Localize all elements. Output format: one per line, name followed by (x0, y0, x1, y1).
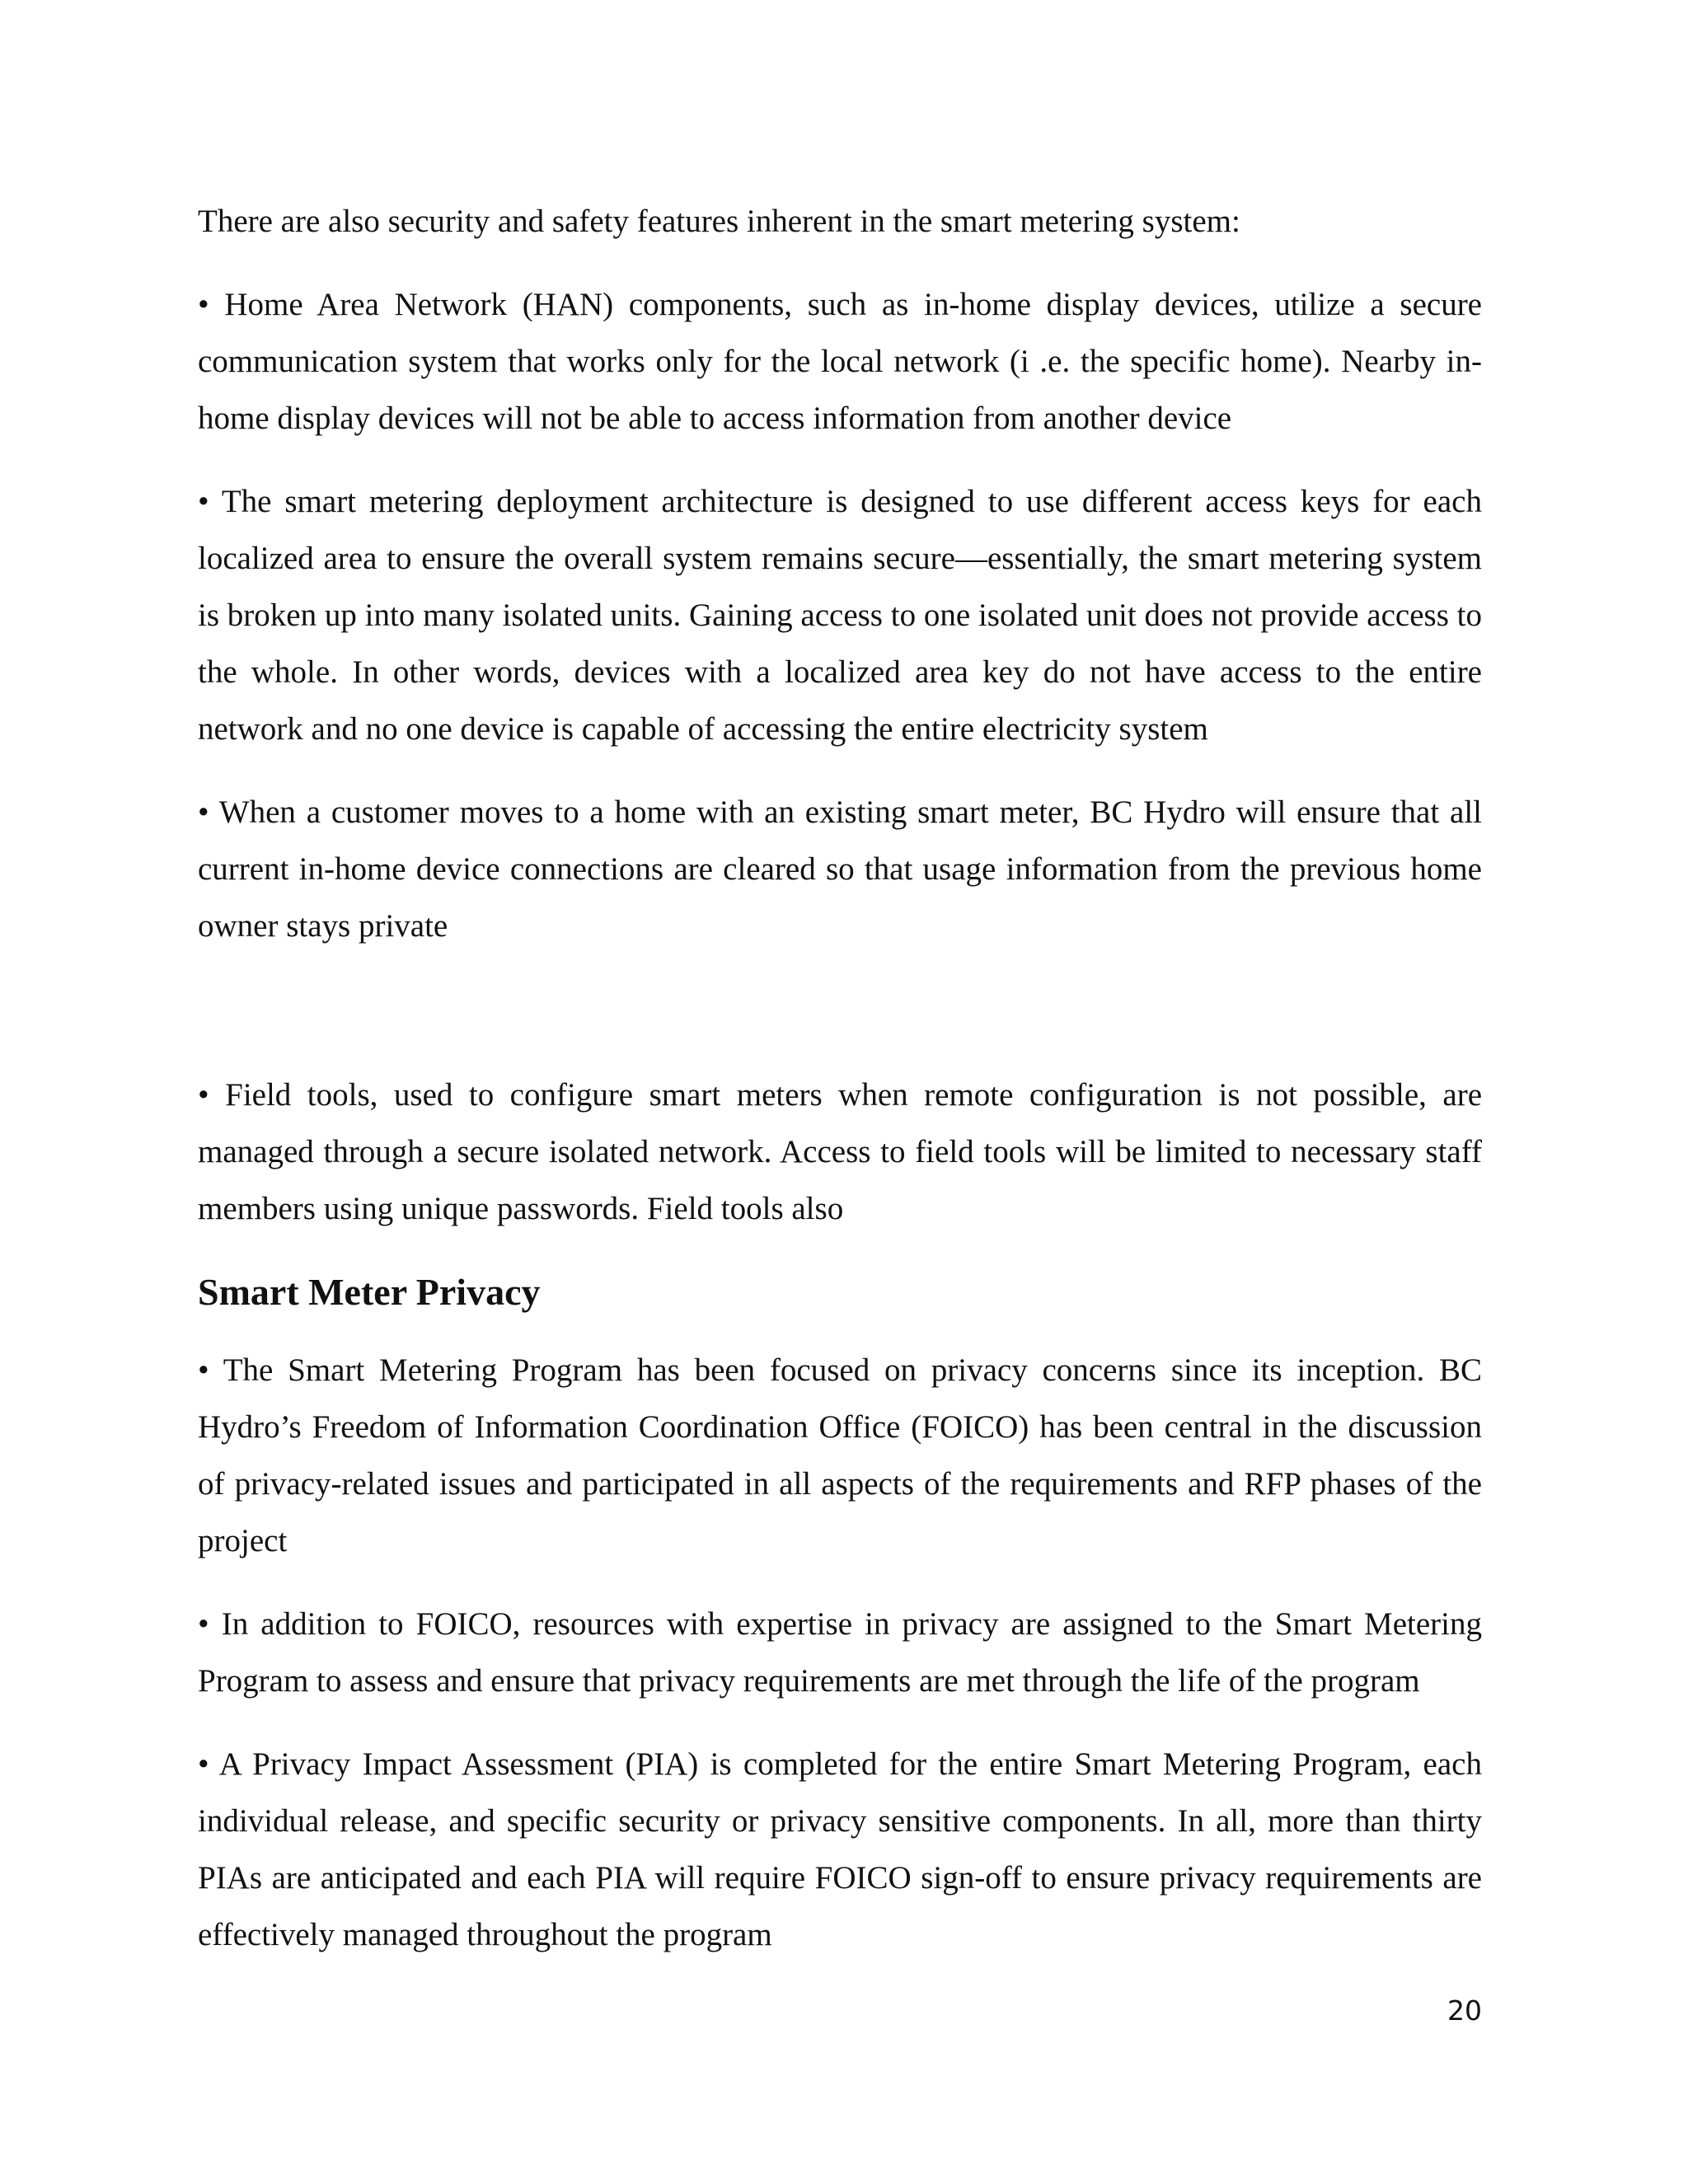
page-number: 20 (1447, 1994, 1482, 2027)
blank-gap (198, 981, 1482, 1066)
bullet-han-components: • Home Area Network (HAN) components, such as in-home display devices, utilize a secure communication system that works only for the local network (i .e. the specific home). Nearby in-home display devices will not be able to access information from another device (198, 287, 1482, 436)
bullet-customer-moves: • When a customer moves to a home with an existing smart meter, BC Hydro will ensure that all current in-home device connections are cleared so that usage information from the previous home owner stays private (198, 794, 1482, 944)
bullet-field-tools: • Field tools, used to configure smart meters when remote configuration is not possible, are managed through a secure isolated network. Access to field tools will be limited to necessary staff members using unique passwords. Field tools also (198, 1077, 1482, 1226)
bullet-privacy-impact-assessment: • A Privacy Impact Assessment (PIA) is completed for the entire Smart Metering Program, each individual release, and specific security or privacy sensitive components. In all, more than thirty PIAs are anticipated and each PIA will require FOICO sign-off to ensure privacy requirements are effectively managed throughout the program (198, 1746, 1482, 1952)
intro-paragraph: There are also security and safety features inherent in the smart metering system: (198, 204, 1240, 239)
section-heading-privacy: Smart Meter Privacy (198, 1271, 541, 1313)
bullet-access-keys: • The smart metering deployment architecture is designed to use different access keys for each localized area to ensure the overall system remains secure—essentially, the smart metering system is broken up into many isolated units. Gaining access to one isolated unit does not provide access to the whole. In other words, devices with a localized area key do not have access to the entire network and no one device is capable of accessing the entire electricity system (198, 484, 1482, 747)
bullet-privacy-resources: • In addition to FOICO, resources with expertise in privacy are assigned to the Smart Metering Program to assess and ensure that privacy requirements are met through the life of the program (198, 1606, 1482, 1699)
bullet-privacy-focus: • The Smart Metering Program has been focused on privacy concerns since its inception. BC Hydro’s Freedom of Information Coordination Office (FOICO) has been central in the discussion of privacy-related issues and participated in all aspects of the requirements and RFP phases of the project (198, 1352, 1482, 1558)
page-body (198, 193, 1482, 1990)
